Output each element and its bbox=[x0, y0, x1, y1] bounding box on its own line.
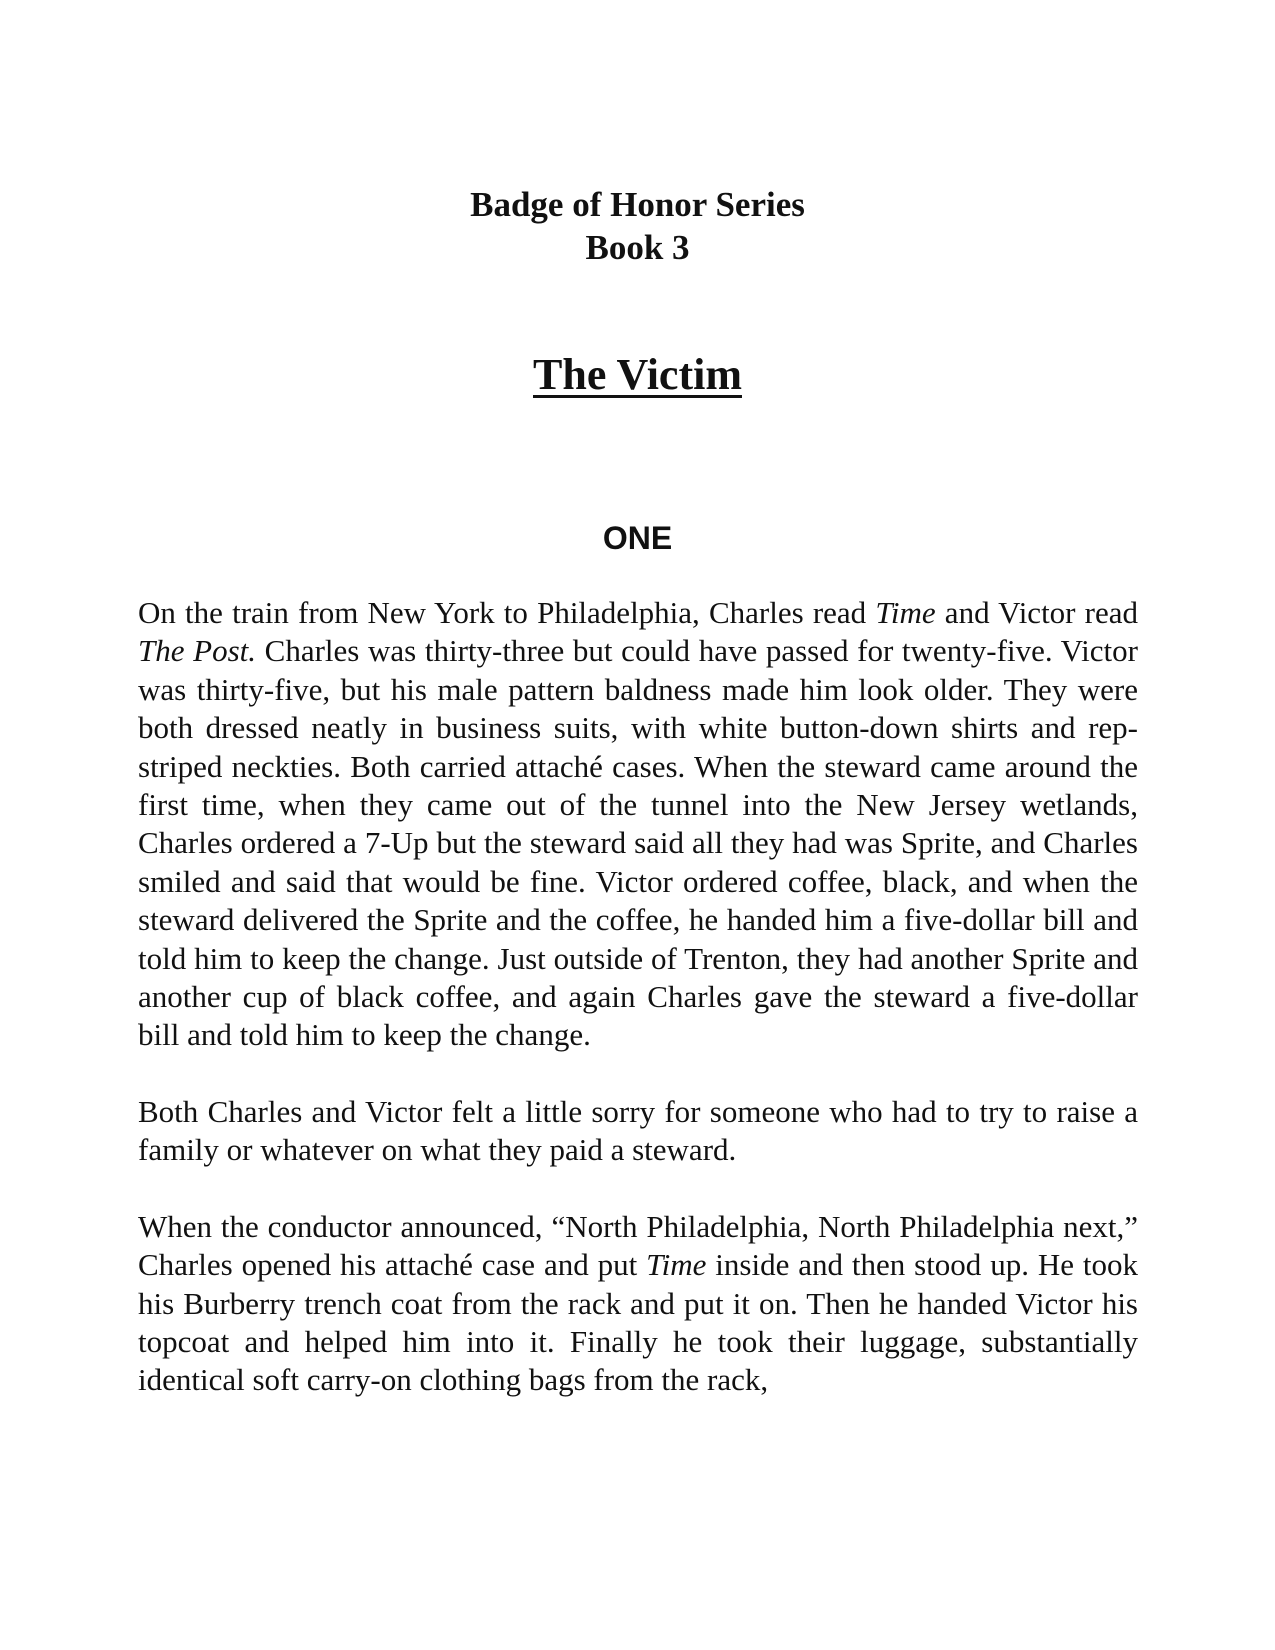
chapter-body bbox=[138, 594, 1138, 1438]
paragraph-1-text-a: On the train from New York to Philadelphia, Charles read bbox=[138, 595, 876, 630]
paragraph-1 bbox=[138, 594, 1138, 1055]
chapter-heading: ONE bbox=[602, 520, 673, 556]
paragraph-1-text-b: and Victor read bbox=[935, 595, 1139, 630]
paragraph-3-text-b: inside and then stood up. He took his Burberry trench coat from the rack and put it on. Then he handed Victor his topcoat and helped him into it. Finally he took their luggage, substantially identical soft carry-on clothing bags from the rack, bbox=[138, 1247, 1138, 1398]
book-number: Book 3 bbox=[585, 228, 690, 267]
series-name: Badge of Honor Series bbox=[470, 185, 805, 224]
paragraph-2: Both Charles and Victor felt a little sorry for someone who had to try to raise a family or whatever on what they paid a steward. bbox=[138, 1093, 1138, 1168]
book-title: The Victim bbox=[533, 350, 742, 399]
magazine-title-time-2: Time bbox=[646, 1247, 707, 1283]
newspaper-title-post: The Post. bbox=[138, 633, 257, 669]
series-title bbox=[0, 183, 1275, 269]
paragraph-3 bbox=[138, 1208, 1138, 1400]
paragraph-3-text-a: When the conductor announced, “North Philadelphia, North Philadelphia next,” Charles opened his attaché case and put bbox=[138, 1208, 1138, 1283]
paragraph-1-text-c: Charles was thirty-three but could have passed for twenty-five. Victor was thirty-five, but his male pattern baldness made him look older. They were both dressed neatly in business suits, with white button-down shirts and rep-striped neckties. Both carried attaché cases. When the steward came around the first time, when they came out of the tunnel into the New Jersey wetlands, Charles ordered a 7-Up but the steward said all they had was Sprite, and Charles smiled and said that would be fine. Victor ordered coffee, black, and when the steward delivered the Sprite and the coffee, he handed him a five-dollar bill and told him to keep the change. Just outside of Trenton, they had another Sprite and another cup of black coffee, and again Charles gave the steward a five-dollar bill and told him to keep the change. bbox=[138, 633, 1138, 1053]
magazine-title-time: Time bbox=[875, 595, 936, 630]
